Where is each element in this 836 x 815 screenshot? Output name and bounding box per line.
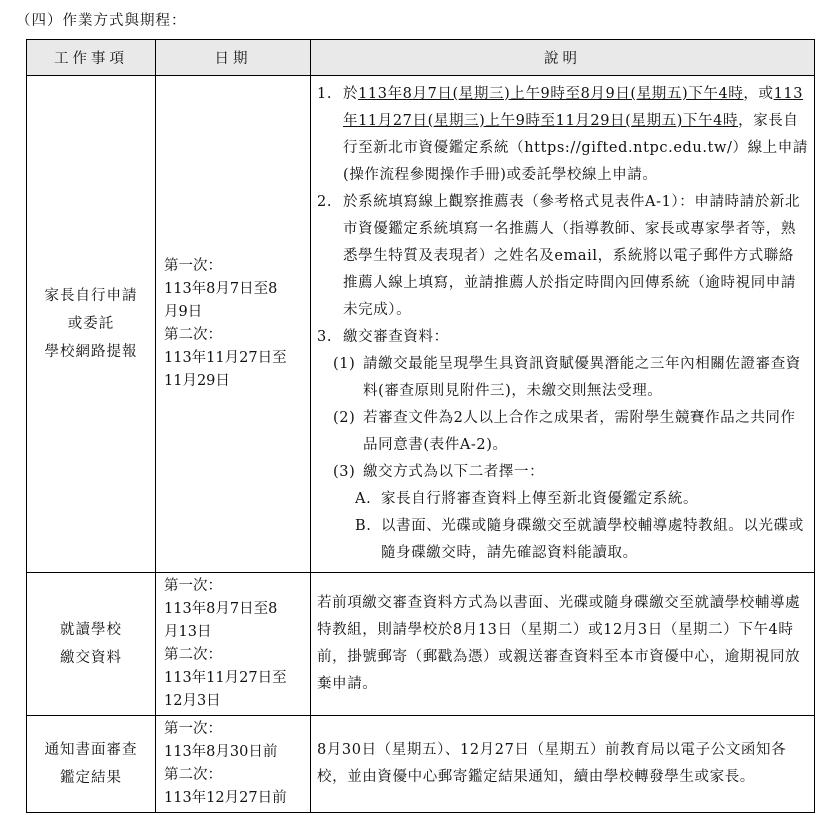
row3-description: 8月30日（星期五）、12月27日（星期五）前教育局以電子公文函知各校，並由資優中心郵寄鑑定結果通知，續由學校轉發學生或家長。	[311, 716, 815, 813]
table-row	[27, 76, 815, 573]
header-date: 日期	[156, 40, 311, 76]
row3-item: 通知書面審查 鑑定結果	[27, 716, 156, 813]
row1-item: 家長自行申請 或委託 學校網路提報	[27, 76, 156, 573]
sub-list-item: (2) 若審查文件為2人以上合作之成果者，需附學生競賽作品之共同作品同意書(表件A-2)。	[333, 409, 796, 453]
option-item: B. 以書面、光碟或隨身碟繳交至就讀學校輔導處特教組。以光碟或隨身碟繳交時，請先確認資料能讀取。	[355, 517, 804, 561]
table-header-row	[27, 40, 815, 76]
table-row	[27, 573, 815, 716]
list-item: 3. 繳交審查資料：	[317, 328, 449, 345]
sub-list-item: (1) 請繳交最能呈現學生具資訊資賦優異潛能之三年內相關佐證審查資料(審查原則見附件三)，未繳交則無法受理。	[333, 355, 801, 399]
row2-date: 第一次： 113年8月7日至8 月13日 第二次： 113年11月27日至 12月3日	[156, 573, 311, 716]
header-description: 說明	[311, 40, 815, 76]
section-heading: （四）作業方式與期程：	[16, 13, 187, 29]
row1-date: 第一次： 113年8月7日至8 月9日 第二次： 113年11月27日至 11月29日	[156, 76, 311, 573]
list-item: 1. 於113年8月7日(星期三)上午9時至8月9日(星期五)下午4時，或113年11月27日(星期三)上午9時至11月29日(星期五)下午4時，家長自行至新北市資優鑑定系統（https://gifted.ntpc.edu.tw/）線上申請(操作流程參閱操作手冊)或委託學校線上申請。	[317, 85, 808, 183]
header-item: 工作事項	[27, 40, 156, 76]
row2-item: 就讀學校 繳交資料	[27, 573, 156, 716]
schedule-table	[26, 39, 815, 813]
date-range-underlined: 113年11月27日(星期三)上午9時至11月29日(星期五)下午4時	[343, 85, 804, 129]
option-item: A. 家長自行將審查資料上傳至新北資優鑑定系統。	[355, 490, 699, 507]
row1-description	[311, 76, 815, 573]
table-row	[27, 716, 815, 813]
row2-description: 若前項繳交審查資料方式為以書面、光碟或隨身碟繳交至就讀學校輔導處特教組，則請學校於8月13日（星期二）或12月3日（星期二）下午4時前，掛號郵寄（郵戳為憑）或親送審查資料至本市資優中心，逾期視同放棄申請。	[311, 573, 815, 716]
sub-list-item: (3) 繳交方式為以下二者擇一：	[333, 463, 545, 480]
row3-date: 第一次： 113年8月30日前 第二次： 113年12月27日前	[156, 716, 311, 813]
list-item: 2. 於系統填寫線上觀察推薦表（參考格式見表件A-1）：申請時請於新北市資優鑑定系統填寫一名推薦人（指導教師、家長或專家學者等，熟悉學生特質及表現者）之姓名及email，系統將以電子郵件方式聯絡推薦人線上填寫，並請推薦人於指定時間內回傳系統（逾時視同申請未完成）。	[317, 193, 801, 318]
date-range-underlined: 113年8月7日(星期三)上午9時至8月9日(星期五)下午4時	[358, 85, 744, 102]
